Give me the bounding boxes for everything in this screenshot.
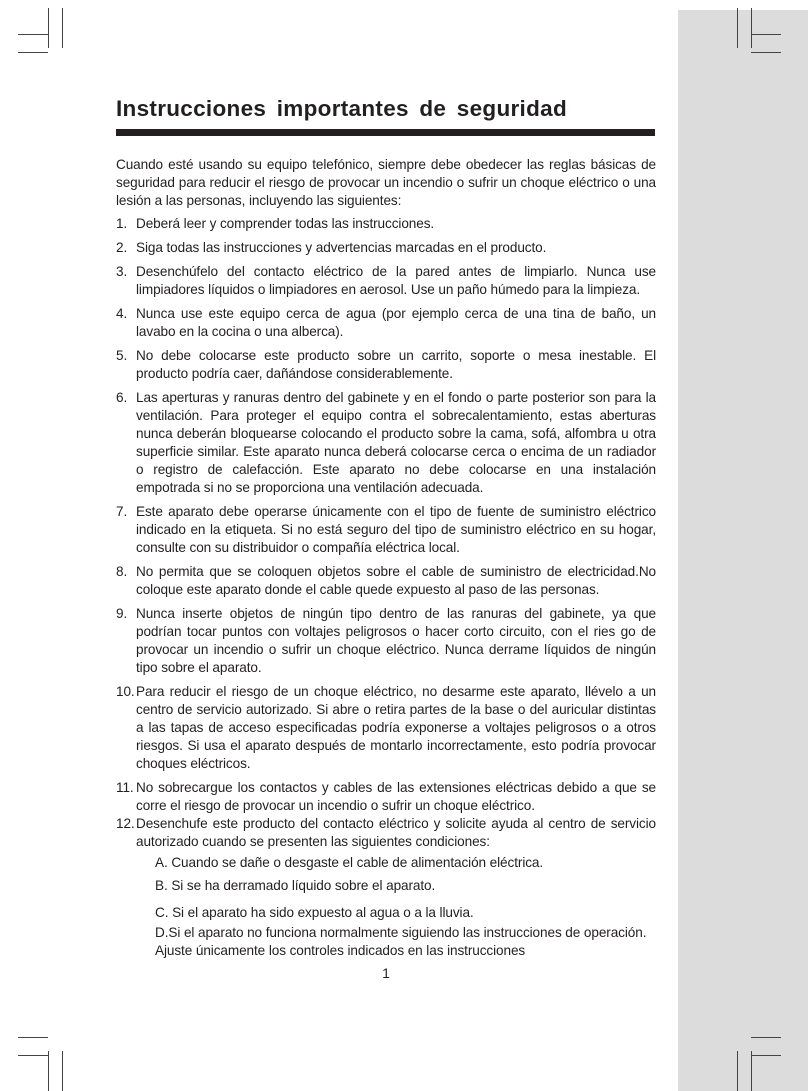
condition-item: A. Cuando se dañe o desgaste el cable de alimentación eléctrica. — [155, 855, 544, 870]
list-item — [116, 263, 656, 299]
item-text: No debe colocarse este producto sobre un carrito, soporte o mesa inestable. El producto podría caer, dañándose considerablemente. — [136, 348, 656, 381]
list-item — [116, 215, 656, 233]
item-text: Para reducir el riesgo de un choque eléctrico, no desarme este aparato, llévelo a un centro de servicio autorizado. Si abre o retira partes de la base o del auricular distintas a las tapas de acceso especificadas podría exponerse a voltajes peligrosos o a otros riesgos. Si usa el aparato después de montarlo incorrectamente, esto podría provocar choques eléctricos. — [136, 684, 656, 771]
item-text: Nunca inserte objetos de ningún tipo dentro de las ranuras del gabinete, ya que podrían tocar puntos con voltajes peligrosos o hacer corto circuito, con el ries go de provocar un incendio o sufrir un choque eléctrico. Nunca derrame líquidos de ningún tipo sobre el aparato. — [136, 606, 656, 675]
intro-paragraph: Cuando esté usando su equipo telefónico, siempre debe obedecer las reglas básicas de seguridad para reducir el riesgo de provocar un incendio o sufrir un choque eléctrico o una lesión a las personas, incluyendo las siguientes: — [116, 157, 656, 208]
crop-mark — [18, 34, 48, 35]
crop-mark — [18, 1037, 48, 1038]
condition-item: Ajuste únicamente los controles indicados en las instrucciones — [155, 943, 526, 958]
item-number: 8. — [116, 564, 128, 579]
item-text: Deberá leer y comprender todas las instrucciones. — [136, 216, 435, 231]
item-number: 10. — [116, 684, 135, 699]
condition-item: D.Si el aparato no funciona normalmente siguiendo las instrucciones de operación. — [155, 925, 647, 940]
page-number: 1 — [382, 965, 390, 981]
page-title: Instrucciones importantes de seguridad — [116, 96, 567, 121]
item-number: 1. — [116, 216, 128, 231]
list-item — [116, 347, 656, 383]
crop-mark — [62, 1051, 63, 1091]
condition-list — [155, 854, 656, 960]
safety-list — [116, 215, 656, 851]
list-item — [116, 605, 656, 677]
list-item — [116, 815, 656, 851]
list-item — [116, 503, 656, 557]
item-text: Este aparato debe operarse únicamente con el tipo de fuente de suministro eléctrico indicado en la etiqueta. Si no está seguro del tipo de suministro eléctrico en su hogar, consulte con su distribuidor o compañía eléctrica local. — [136, 504, 656, 555]
item-text: Nunca use este equipo cerca de agua (por ejemplo cerca de una tina de baño, un lavabo en la cocina o una alberca). — [136, 306, 656, 339]
list-item — [116, 305, 656, 341]
crop-mark — [751, 1055, 781, 1056]
crop-mark — [737, 8, 738, 48]
item-text: No permita que se coloquen objetos sobre el cable de suministro de electricidad.No coloque este aparato donde el cable quede expuesto al paso de las personas. — [136, 564, 656, 597]
item-number: 6. — [116, 390, 128, 405]
condition-item: B. Si se ha derramado líquido sobre el aparato. — [155, 878, 436, 893]
item-text: Siga todas las instrucciones y advertencias marcadas en el producto. — [136, 240, 547, 255]
crop-mark — [751, 52, 781, 53]
item-number: 9. — [116, 606, 128, 621]
item-text: Las aperturas y ranuras dentro del gabinete y en el fondo o parte posterior son para la ventilación. Para proteger el equipo contra el sobrecalentamiento, estas aberturas nunca deberán bloquearse colocando el producto sobre la cama, sofá, alfombra u otra superficie similar. Este aparato nunca deberá colocarse cerca o encima de un radiador o registro de calefacción. Este aparato no debe colocarse en una instalación empotrada si no se proporciona una ventilación adecuada. — [136, 390, 656, 495]
side-margin-bar — [678, 10, 808, 1091]
crop-mark — [751, 1037, 781, 1038]
crop-mark — [751, 34, 781, 35]
item-text: No sobrecargue los contactos y cables de las extensiones eléctricas debido a que se corre el riesgo de provocar un incendio o sufrir un choque eléctrico. — [136, 780, 656, 813]
title-rule — [116, 129, 655, 136]
crop-mark — [751, 1051, 752, 1091]
list-item — [116, 389, 656, 497]
crop-mark — [737, 1051, 738, 1091]
item-number: 7. — [116, 504, 128, 519]
list-item — [116, 239, 656, 257]
item-text: Desenchufe este producto del contacto eléctrico y solicite ayuda al centro de servicio autorizado cuando se presenten las siguientes condiciones: — [136, 816, 656, 849]
condition-item: C. Si el aparato ha sido expuesto al agua o a la lluvia. — [155, 905, 474, 920]
crop-mark — [48, 8, 49, 48]
document-body — [116, 156, 656, 960]
crop-mark — [48, 1051, 49, 1091]
crop-mark — [751, 8, 752, 48]
list-item — [116, 779, 656, 815]
item-number: 4. — [116, 306, 128, 321]
crop-mark — [62, 8, 63, 48]
list-item — [116, 563, 656, 599]
item-number: 11. — [116, 780, 134, 795]
item-number: 3. — [116, 264, 128, 279]
item-text: Desenchúfelo del contacto eléctrico de la pared antes de limpiarlo. Nunca use limpiadores líquidos o limpiadores en aerosol. Use un paño húmedo para la limpieza. — [136, 264, 656, 297]
crop-mark — [18, 52, 48, 53]
item-number: 2. — [116, 240, 128, 255]
list-item — [116, 683, 656, 773]
item-number: 12. — [116, 816, 135, 831]
crop-mark — [18, 1055, 48, 1056]
item-number: 5. — [116, 348, 128, 363]
